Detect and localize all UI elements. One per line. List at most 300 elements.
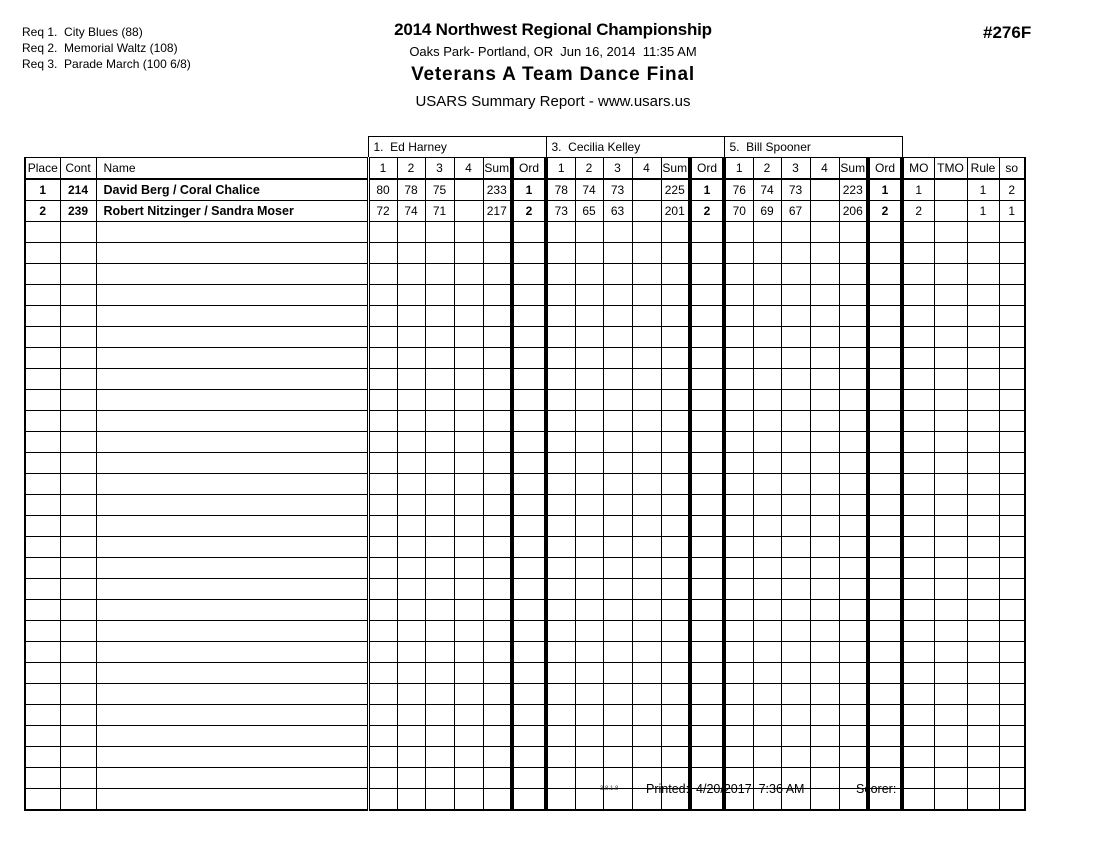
mark-cell — [603, 390, 632, 411]
sum-cell — [483, 621, 512, 642]
mark-cell — [454, 768, 483, 789]
mark-cell — [753, 516, 781, 537]
sum-cell — [839, 621, 868, 642]
mark-cell — [368, 684, 397, 705]
mark-cell — [454, 369, 483, 390]
mark-cell — [546, 474, 575, 495]
mark-cell — [546, 747, 575, 768]
ord-cell — [512, 537, 546, 558]
mo-cell — [902, 285, 934, 306]
sum-cell — [483, 390, 512, 411]
cont-cell — [60, 642, 96, 663]
mark-cell — [575, 621, 603, 642]
mark-cell — [810, 453, 839, 474]
mark-cell — [368, 327, 397, 348]
mark-cell — [368, 600, 397, 621]
mark-cell — [781, 684, 810, 705]
mo-cell — [902, 621, 934, 642]
mark-cell — [397, 684, 425, 705]
mark-cell — [632, 621, 661, 642]
ord-cell — [690, 369, 724, 390]
mark-cell — [753, 306, 781, 327]
mark-cell — [753, 369, 781, 390]
sum-cell — [483, 600, 512, 621]
col-header-mark4: 4 — [632, 158, 661, 180]
empty-row — [25, 663, 1025, 684]
empty-row — [25, 474, 1025, 495]
place-cell — [25, 243, 60, 264]
tmo-cell — [934, 222, 967, 243]
software-version: 3.8.1.8 — [600, 786, 619, 792]
tmo-cell — [934, 306, 967, 327]
sum-cell — [839, 474, 868, 495]
name-cell — [96, 663, 368, 684]
mark-cell — [454, 327, 483, 348]
ord-cell — [690, 705, 724, 726]
ord-cell — [512, 411, 546, 432]
mark-cell — [632, 495, 661, 516]
place-cell — [25, 348, 60, 369]
mark-cell — [425, 789, 454, 811]
requirements-list — [22, 24, 191, 72]
empty-row — [25, 264, 1025, 285]
mark-cell — [397, 642, 425, 663]
ord-cell — [690, 306, 724, 327]
rule-cell — [967, 327, 999, 348]
ord-cell — [690, 474, 724, 495]
name-cell — [96, 768, 368, 789]
mark-cell — [632, 264, 661, 285]
sum-cell — [661, 369, 690, 390]
sum-cell — [839, 579, 868, 600]
empty-row — [25, 516, 1025, 537]
tmo-cell — [934, 201, 967, 222]
mark-cell — [575, 579, 603, 600]
ord-cell — [868, 264, 902, 285]
mark-cell — [632, 579, 661, 600]
mark-cell — [781, 348, 810, 369]
mark-cell — [810, 306, 839, 327]
ord-cell — [512, 390, 546, 411]
mark-cell — [546, 663, 575, 684]
sum-cell — [483, 327, 512, 348]
name-cell — [96, 726, 368, 747]
mark-cell — [724, 327, 753, 348]
mark-cell — [810, 390, 839, 411]
mark-cell — [724, 705, 753, 726]
ord-cell — [512, 747, 546, 768]
name-cell — [96, 600, 368, 621]
sum-cell — [661, 747, 690, 768]
mark-cell — [368, 726, 397, 747]
mark-cell — [397, 705, 425, 726]
col-header-rule: Rule — [967, 158, 999, 180]
mark-cell — [810, 579, 839, 600]
mo-cell — [902, 516, 934, 537]
tmo-cell — [934, 179, 967, 201]
ord-cell — [690, 432, 724, 453]
col-header-ord: Ord — [690, 158, 724, 180]
col-header-mark2: 2 — [575, 158, 603, 180]
mark-cell — [454, 348, 483, 369]
mark-cell — [425, 327, 454, 348]
name-cell — [96, 411, 368, 432]
mark-cell — [454, 726, 483, 747]
sum-cell — [661, 495, 690, 516]
ord-cell — [868, 474, 902, 495]
so-cell — [999, 516, 1025, 537]
sum-cell: 217 — [483, 201, 512, 222]
mark-cell — [724, 432, 753, 453]
mark-cell — [397, 411, 425, 432]
ord-cell — [512, 558, 546, 579]
mark-cell — [724, 390, 753, 411]
mark-cell — [546, 642, 575, 663]
mark-cell — [368, 579, 397, 600]
mark-cell — [368, 705, 397, 726]
name-cell — [96, 243, 368, 264]
sum-cell: 225 — [661, 179, 690, 201]
sum-cell — [661, 348, 690, 369]
mark-cell — [724, 600, 753, 621]
sum-cell — [661, 642, 690, 663]
place-cell — [25, 222, 60, 243]
mark-cell: 69 — [753, 201, 781, 222]
mark-cell — [397, 516, 425, 537]
mark-cell — [724, 243, 753, 264]
report-type-line: USARS Summary Report - www.usars.us — [415, 93, 691, 110]
mark-cell — [454, 579, 483, 600]
ord-cell — [512, 768, 546, 789]
sum-cell — [483, 369, 512, 390]
mark-cell — [454, 390, 483, 411]
ord-cell — [690, 285, 724, 306]
mark-cell — [368, 768, 397, 789]
ord-cell — [868, 432, 902, 453]
mark-cell — [781, 600, 810, 621]
mark-cell — [781, 495, 810, 516]
place-cell — [25, 747, 60, 768]
mark-cell — [368, 348, 397, 369]
mo-cell — [902, 642, 934, 663]
mark-cell — [454, 201, 483, 222]
mark-cell — [632, 243, 661, 264]
tmo-cell — [934, 474, 967, 495]
mark-cell — [397, 747, 425, 768]
mark-cell — [781, 747, 810, 768]
so-cell — [999, 432, 1025, 453]
cont-cell — [60, 432, 96, 453]
mark-cell — [397, 474, 425, 495]
name-cell — [96, 516, 368, 537]
mark-cell — [575, 747, 603, 768]
mark-cell — [810, 705, 839, 726]
sum-cell — [483, 579, 512, 600]
mark-cell — [753, 600, 781, 621]
empty-row — [25, 285, 1025, 306]
mark-cell — [368, 453, 397, 474]
so-cell: 2 — [999, 179, 1025, 201]
mark-cell — [810, 348, 839, 369]
cont-cell — [60, 621, 96, 642]
mark-cell — [575, 705, 603, 726]
mark-cell: 74 — [397, 201, 425, 222]
name-cell — [96, 579, 368, 600]
col-header-mark3: 3 — [603, 158, 632, 180]
mark-cell — [781, 222, 810, 243]
mo-cell — [902, 600, 934, 621]
cont-cell — [60, 684, 96, 705]
mark-cell — [724, 306, 753, 327]
place-cell — [25, 600, 60, 621]
sum-cell — [483, 558, 512, 579]
mark-cell — [575, 348, 603, 369]
mark-cell — [368, 495, 397, 516]
scorer-label: Scorer: — [856, 782, 897, 796]
sum-cell — [839, 264, 868, 285]
sum-cell — [661, 558, 690, 579]
ord-cell — [512, 348, 546, 369]
mark-cell — [368, 432, 397, 453]
mark-cell — [397, 243, 425, 264]
col-header-sum: Sum — [839, 158, 868, 180]
sum-cell — [661, 621, 690, 642]
sum-cell — [661, 684, 690, 705]
mark-cell — [781, 243, 810, 264]
mark-cell — [546, 684, 575, 705]
cont-cell — [60, 537, 96, 558]
mark-cell — [454, 684, 483, 705]
cont-cell — [60, 474, 96, 495]
mark-cell — [603, 558, 632, 579]
mark-cell — [781, 369, 810, 390]
cont-cell — [60, 789, 96, 811]
tmo-cell — [934, 621, 967, 642]
mark-cell — [603, 453, 632, 474]
mark-cell — [632, 747, 661, 768]
mark-cell — [368, 369, 397, 390]
mark-cell — [425, 537, 454, 558]
mo-cell — [902, 453, 934, 474]
mark-cell — [425, 432, 454, 453]
name-cell — [96, 432, 368, 453]
name-cell — [96, 684, 368, 705]
so-cell — [999, 684, 1025, 705]
location-date-line: Oaks Park- Portland, OR Jun 16, 2014 11:35 AM — [409, 44, 697, 59]
ord-cell: 1 — [868, 179, 902, 201]
tmo-cell — [934, 705, 967, 726]
rule-cell: 1 — [967, 179, 999, 201]
ord-cell — [868, 705, 902, 726]
sum-cell — [483, 453, 512, 474]
name-cell — [96, 327, 368, 348]
mark-cell — [368, 474, 397, 495]
mark-cell — [368, 243, 397, 264]
col-header-sum: Sum — [661, 158, 690, 180]
sum-cell — [661, 264, 690, 285]
mark-cell — [546, 558, 575, 579]
mark-cell — [546, 348, 575, 369]
mark-cell — [724, 642, 753, 663]
mark-cell — [603, 726, 632, 747]
ord-cell — [512, 789, 546, 811]
mo-cell — [902, 327, 934, 348]
ord-cell — [690, 243, 724, 264]
empty-row — [25, 747, 1025, 768]
mark-cell — [810, 201, 839, 222]
mark-cell — [632, 348, 661, 369]
mark-cell — [810, 243, 839, 264]
place-cell — [25, 411, 60, 432]
mark-cell — [810, 432, 839, 453]
rule-cell — [967, 306, 999, 327]
mark-cell — [454, 179, 483, 201]
mark-cell: 75 — [425, 179, 454, 201]
mark-cell — [368, 621, 397, 642]
cont-cell — [60, 663, 96, 684]
cont-cell — [60, 579, 96, 600]
empty-row — [25, 726, 1025, 747]
mark-cell — [724, 579, 753, 600]
mark-cell — [781, 621, 810, 642]
mark-cell — [397, 621, 425, 642]
mark-cell — [753, 327, 781, 348]
place-cell — [25, 705, 60, 726]
sum-cell — [839, 558, 868, 579]
sum-cell — [483, 684, 512, 705]
sum-cell — [483, 789, 512, 811]
empty-row — [25, 411, 1025, 432]
empty-row — [25, 369, 1025, 390]
mark-cell — [810, 327, 839, 348]
so-cell — [999, 264, 1025, 285]
so-cell — [999, 306, 1025, 327]
tmo-cell — [934, 600, 967, 621]
mark-cell — [753, 453, 781, 474]
mark-cell — [454, 705, 483, 726]
mark-cell: 74 — [575, 179, 603, 201]
mo-cell — [902, 306, 934, 327]
name-cell — [96, 747, 368, 768]
tmo-cell — [934, 369, 967, 390]
place-cell — [25, 390, 60, 411]
tmo-cell — [934, 243, 967, 264]
score-table-wrap — [24, 136, 1026, 811]
judge-header-spacer — [902, 137, 1025, 158]
mark-cell — [425, 306, 454, 327]
mark-cell — [724, 537, 753, 558]
empty-row — [25, 705, 1025, 726]
sum-cell — [483, 264, 512, 285]
mark-cell — [454, 621, 483, 642]
mark-cell — [753, 642, 781, 663]
ord-cell — [690, 390, 724, 411]
mark-cell — [724, 474, 753, 495]
mark-cell — [425, 747, 454, 768]
col-header-name: Name — [96, 158, 368, 180]
mark-cell — [810, 621, 839, 642]
mark-cell — [753, 579, 781, 600]
mark-cell — [724, 222, 753, 243]
mark-cell — [603, 264, 632, 285]
mark-cell — [781, 663, 810, 684]
place-cell — [25, 684, 60, 705]
mark-cell — [753, 264, 781, 285]
rule-cell — [967, 726, 999, 747]
mark-cell — [810, 726, 839, 747]
mo-cell — [902, 558, 934, 579]
sum-cell — [839, 411, 868, 432]
sum-cell — [839, 222, 868, 243]
mark-cell — [425, 579, 454, 600]
mark-cell — [368, 285, 397, 306]
mark-cell — [632, 705, 661, 726]
ord-cell: 1 — [512, 179, 546, 201]
cont-cell — [60, 411, 96, 432]
mark-cell — [810, 495, 839, 516]
empty-row — [25, 306, 1025, 327]
col-header-mo: MO — [902, 158, 934, 180]
mark-cell — [397, 432, 425, 453]
sum-cell — [483, 642, 512, 663]
ord-cell — [868, 516, 902, 537]
empty-row — [25, 327, 1025, 348]
ord-cell — [690, 222, 724, 243]
mo-cell — [902, 411, 934, 432]
sum-cell — [839, 663, 868, 684]
mark-cell — [425, 390, 454, 411]
empty-row — [25, 222, 1025, 243]
mark-cell — [546, 327, 575, 348]
rule-cell — [967, 789, 999, 811]
mark-cell — [397, 264, 425, 285]
ord-cell — [690, 558, 724, 579]
rule-cell — [967, 705, 999, 726]
mark-cell — [425, 453, 454, 474]
mark-cell — [397, 558, 425, 579]
mo-cell — [902, 432, 934, 453]
mark-cell — [810, 537, 839, 558]
ord-cell: 2 — [512, 201, 546, 222]
ord-cell — [690, 747, 724, 768]
ord-cell — [868, 579, 902, 600]
cont-cell — [60, 516, 96, 537]
sum-cell — [661, 726, 690, 747]
so-cell — [999, 222, 1025, 243]
name-cell — [96, 285, 368, 306]
mark-cell — [753, 474, 781, 495]
sum-cell: 201 — [661, 201, 690, 222]
mark-cell — [546, 789, 575, 811]
mark-cell — [575, 411, 603, 432]
place-cell — [25, 789, 60, 811]
sum-cell — [483, 768, 512, 789]
mark-cell — [810, 411, 839, 432]
rule-cell — [967, 579, 999, 600]
ord-cell — [690, 348, 724, 369]
mark-cell — [753, 432, 781, 453]
sum-cell — [839, 348, 868, 369]
mark-cell — [425, 264, 454, 285]
judge-header-row — [25, 137, 1025, 158]
ord-cell — [868, 495, 902, 516]
mark-cell — [454, 747, 483, 768]
sum-cell — [839, 516, 868, 537]
place-cell — [25, 663, 60, 684]
mark-cell — [781, 474, 810, 495]
mo-cell — [902, 663, 934, 684]
cont-cell — [60, 348, 96, 369]
